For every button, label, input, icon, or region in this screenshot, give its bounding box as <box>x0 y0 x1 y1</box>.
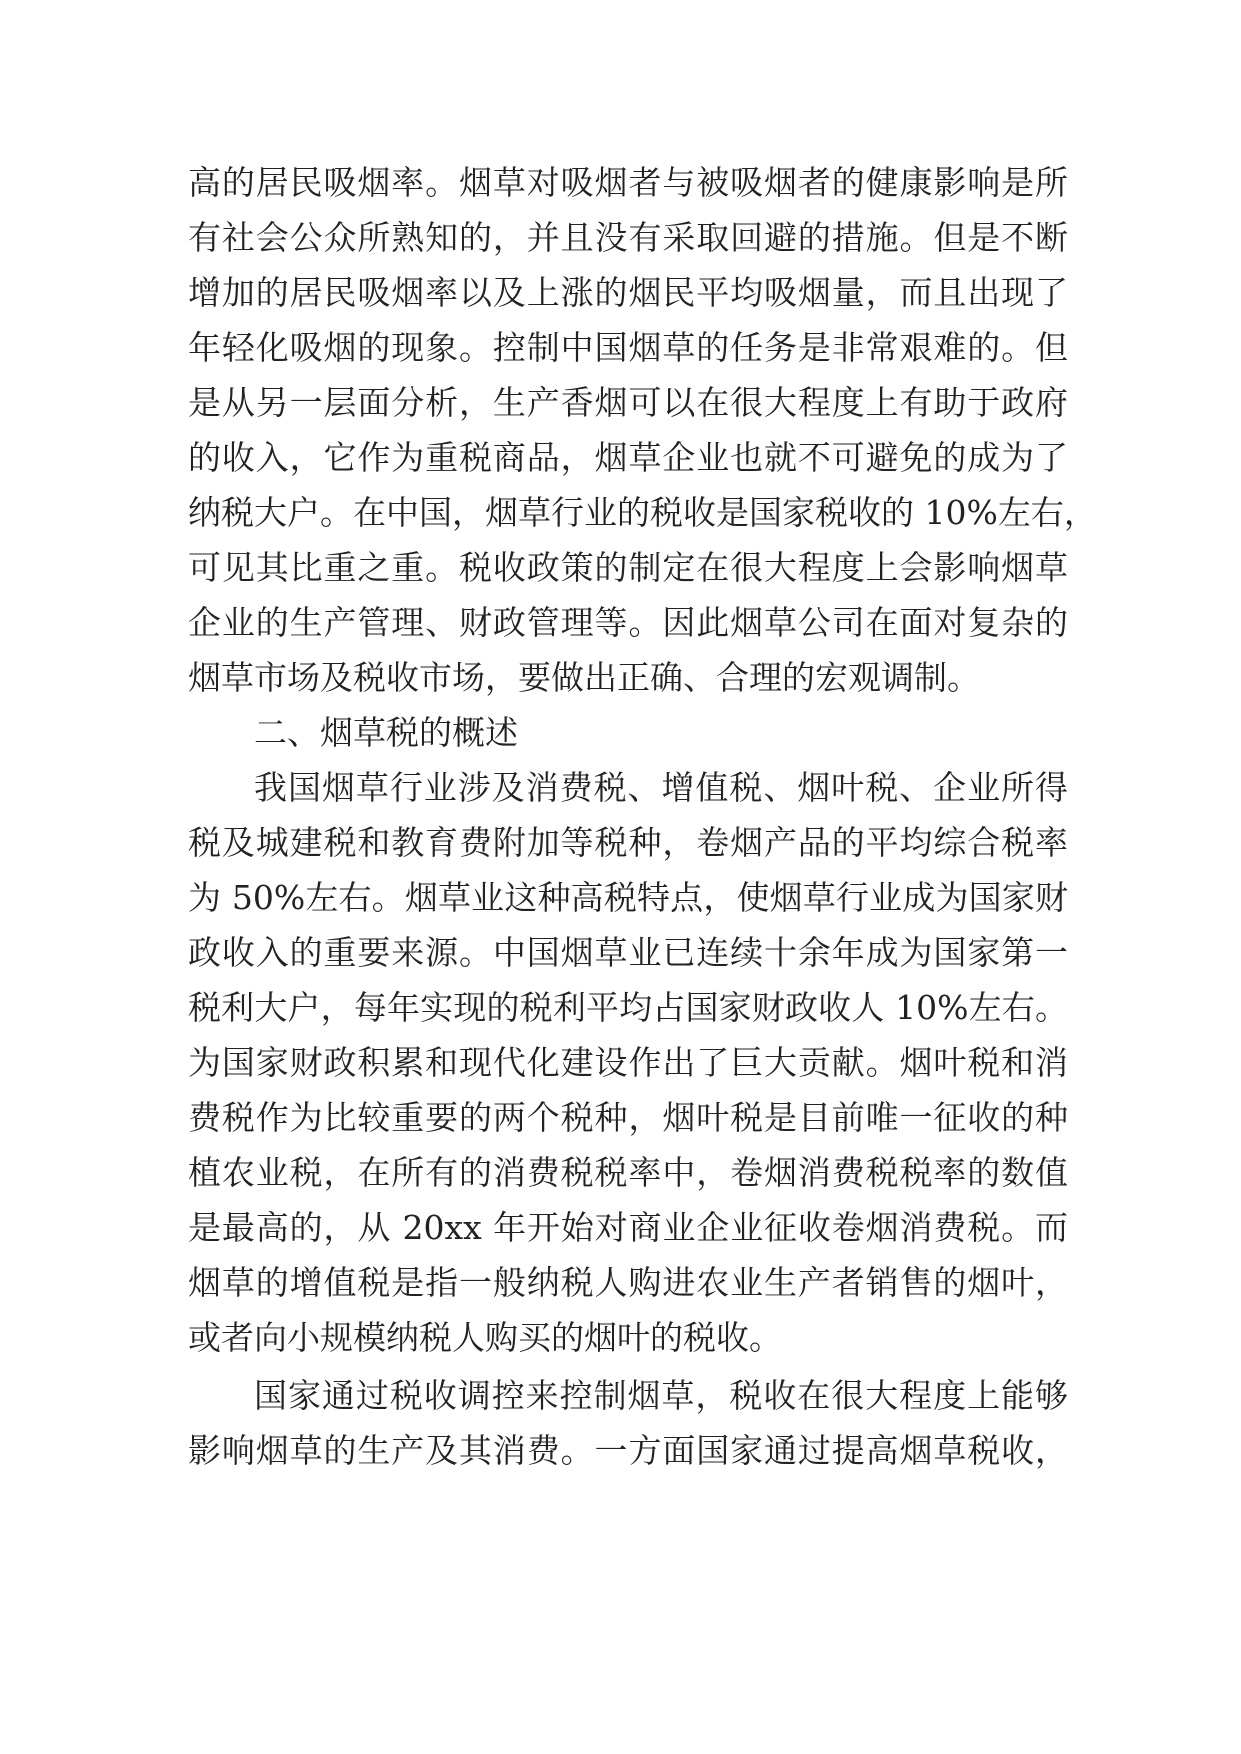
text-line: 是最高的，从 20xx 年开始对商业企业征收卷烟消费税。而 <box>188 1208 1068 1247</box>
text-line: 费税作为比较重要的两个税种，烟叶税是目前唯一征收的种 <box>188 1098 1068 1137</box>
text-line: 纳税大户。在中国，烟草行业的税收是国家税收的 10%左右， <box>188 493 1097 532</box>
text-line: 烟草市场及税收市场，要做出正确、合理的宏观调制。 <box>188 658 980 697</box>
text-line: 增加的居民吸烟率以及上涨的烟民平均吸烟量，而且出现了 <box>188 273 1068 312</box>
text-line: 植农业税，在所有的消费税税率中，卷烟消费税税率的数值 <box>188 1153 1068 1192</box>
text-line: 影响烟草的生产及其消费。一方面国家通过提高烟草税收， <box>188 1431 1068 1470</box>
text-line: 烟草的增值税是指一般纳税人购进农业生产者销售的烟叶， <box>188 1263 1068 1302</box>
text-line: 为国家财政积累和现代化建设作出了巨大贡献。烟叶税和消 <box>188 1043 1068 1082</box>
text-line: 税及城建税和教育费附加等税种，卷烟产品的平均综合税率 <box>188 823 1068 862</box>
text-line: 或者向小规模纳税人购买的烟叶的税收。 <box>188 1318 782 1357</box>
section-heading: 二、烟草税的概述 <box>254 713 518 752</box>
paragraph-first-line: 国家通过税收调控来控制烟草，税收在很大程度上能够 <box>254 1376 1068 1415</box>
body-text <box>188 155 1097 1478</box>
text-line: 的收入，它作为重税商品，烟草企业也就不可避免的成为了 <box>188 438 1068 477</box>
text-line: 税利大户，每年实现的税利平均占国家财政收人 10%左右。 <box>188 988 1068 1027</box>
text-line: 年轻化吸烟的现象。控制中国烟草的任务是非常艰难的。但 <box>188 328 1068 367</box>
text-line: 企业的生产管理、财政管理等。因此烟草公司在面对复杂的 <box>188 603 1068 642</box>
text-line: 有社会公众所熟知的，并且没有采取回避的措施。但是不断 <box>188 218 1068 257</box>
text-line: 政收入的重要来源。中国烟草业已连续十余年成为国家第一 <box>188 933 1068 972</box>
text-line: 可见其比重之重。税收政策的制定在很大程度上会影响烟草 <box>188 548 1068 587</box>
paragraph-first-line: 我国烟草行业涉及消费税、增值税、烟叶税、企业所得 <box>254 768 1068 807</box>
text-line: 高的居民吸烟率。烟草对吸烟者与被吸烟者的健康影响是所 <box>188 163 1068 202</box>
text-line: 是从另一层面分析，生产香烟可以在很大程度上有助于政府 <box>188 383 1068 422</box>
text-line: 为 50%左右。烟草业这种高税特点，使烟草行业成为国家财 <box>188 878 1068 917</box>
